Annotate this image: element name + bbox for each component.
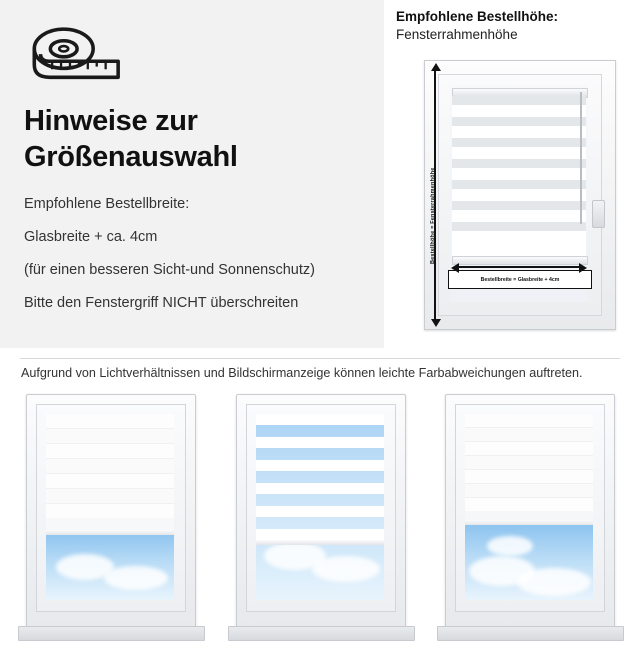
page-title [24, 103, 360, 176]
gallery-item-2 [228, 390, 413, 640]
diagram-zebra-blind [452, 96, 586, 256]
gallery-item-3 [437, 390, 622, 640]
window-gallery [0, 390, 640, 655]
blind-bottom-bar [46, 530, 174, 535]
gallery-item-1 [18, 390, 203, 640]
info-line-3: (für einen besseren Sicht-und Sonnenschutz) [24, 261, 315, 278]
blind-raised-white [465, 414, 593, 524]
horizontal-measure-arrow [458, 266, 580, 268]
diagram-window-handle [592, 200, 605, 228]
window-glass [46, 414, 174, 600]
info-line-1: Empfohlene Bestellbreite: [24, 195, 190, 212]
info-line-2: Glasbreite + ca. 4cm [24, 228, 158, 245]
window-sill [437, 626, 624, 641]
horizontal-measure-box [448, 270, 592, 289]
page-title-line2: Größenauswahl [24, 141, 238, 174]
sky-view [46, 532, 174, 600]
page-title-line1: Hinweise zur [24, 105, 198, 137]
blind-bottom-bar [256, 540, 384, 545]
info-line-4: Bitte den Fenstergriff NICHT überschreiten [24, 294, 299, 311]
measuring-tape-icon [24, 22, 132, 88]
vertical-measure-label: Bestellhöhe = Fensterrahmenhöhe [430, 167, 436, 265]
diagram-blind-chain [580, 92, 582, 224]
window-sill [228, 626, 415, 641]
blind-closed-white [46, 414, 174, 534]
diagram-blind-bottombar [452, 256, 588, 265]
horizontal-measure-label: Bestellbreite = Glasbreite + 4cm [480, 276, 560, 283]
blind-bottom-bar [465, 520, 593, 525]
info-panel [0, 0, 384, 348]
diagram-window [396, 52, 628, 340]
window-sill [18, 626, 205, 641]
blind-striped-blue [256, 414, 384, 542]
window-glass [465, 414, 593, 600]
diagram-subtitle: Fensterrahmenhöhe [396, 27, 518, 43]
sky-view [465, 524, 593, 600]
window-glass [256, 414, 384, 600]
section-divider [20, 358, 620, 359]
measurement-diagram [384, 0, 640, 352]
color-disclaimer-note: Aufgrund von Lichtverhältnissen und Bildschirmanzeige können leichte Farbabweichungen auftreten. [21, 366, 583, 380]
diagram-title: Empfohlene Bestellhöhe: [396, 9, 559, 24]
